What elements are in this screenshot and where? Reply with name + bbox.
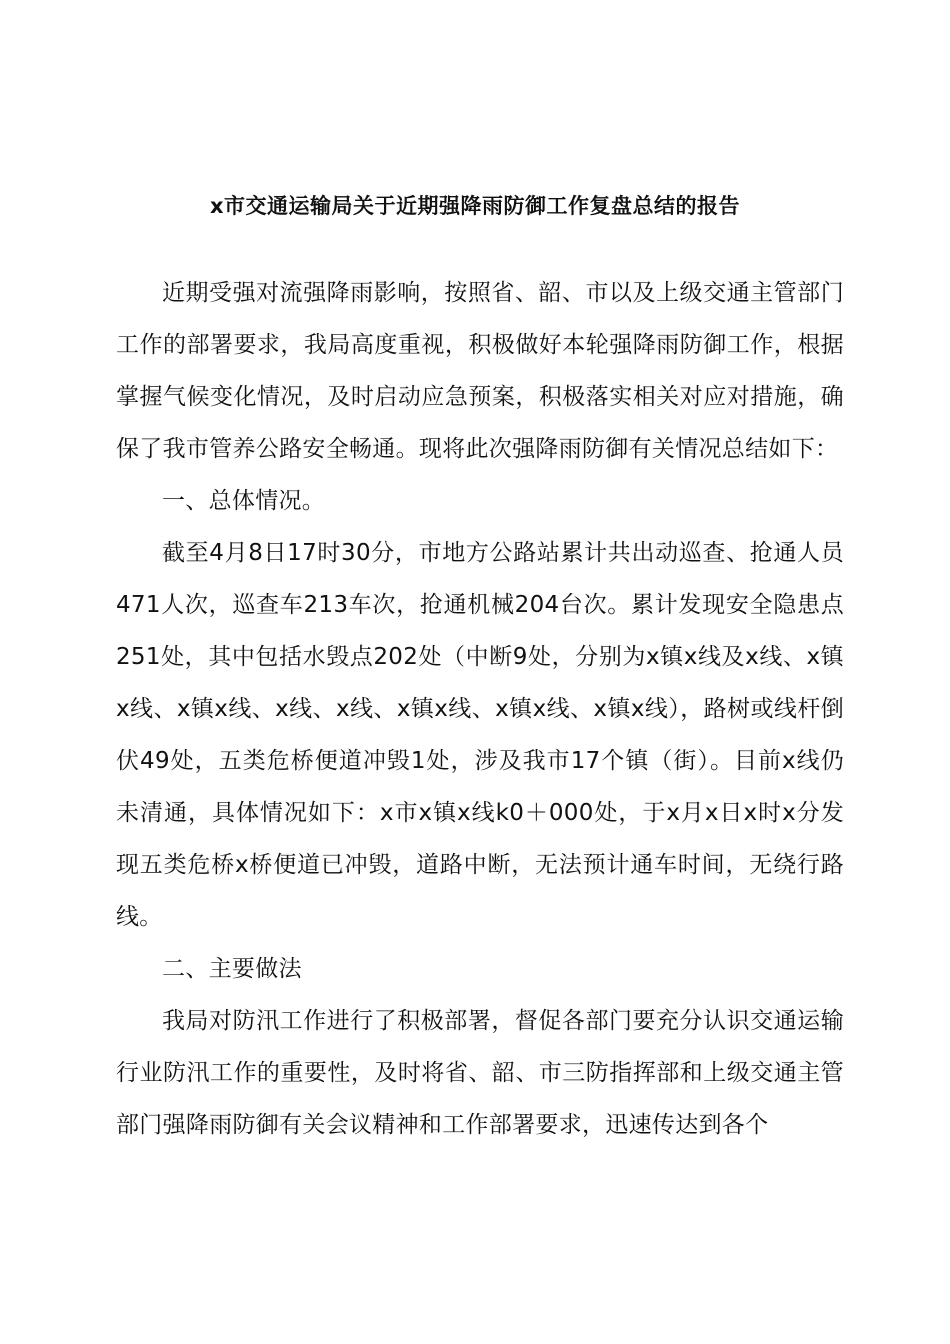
paragraph-overview: 截至4月8日17时30分，市地方公路站累计共出动巡查、抢通人员471人次，巡查车213车次，抢通机械204台次。累计发现安全隐患点251处，其中包括水毁点202处（中断9处，分别为x镇x线及x线、x镇x线、x镇x线、x线、x线、x镇x线、x镇x线、x镇x线），路树或线杆倒伏49处，五类危桥便道冲毁1处，涉及我市17个镇（街）。目前x线仍未清通，具体情况如下：x市x镇x线k0＋000处，于x月x日x时x分发现五类危桥x桥便道已冲毁，道路中断，无法预计通车时间，无绕行路线。 (116, 540, 844, 930)
section-heading-practices: 二、主要做法 (162, 956, 302, 982)
document-title: x市交通运输局关于近期强降雨防御工作复盘总结的报告 (209, 194, 741, 218)
paragraph-intro: 近期受强对流强降雨影响，按照省、韶、市以及上级交通主管部门工作的部署要求，我局高度重视，积极做好本轮强降雨防御工作，根据掌握气候变化情况，及时启动应急预案，积极落实相关对应对措施，确保了我市管养公路安全畅通。现将此次强降雨防御有关情况总结如下： (116, 280, 844, 462)
document-body (116, 267, 844, 1151)
paragraph-practices: 我局对防汛工作进行了积极部署，督促各部门要充分认识交通运输行业防汛工作的重要性，及时将省、韶、市三防指挥部和上级交通主管部门强降雨防御有关会议精神和工作部署要求，迅速传达到各个 (116, 1008, 844, 1138)
section-heading-overview: 一、总体情况。 (162, 488, 326, 514)
